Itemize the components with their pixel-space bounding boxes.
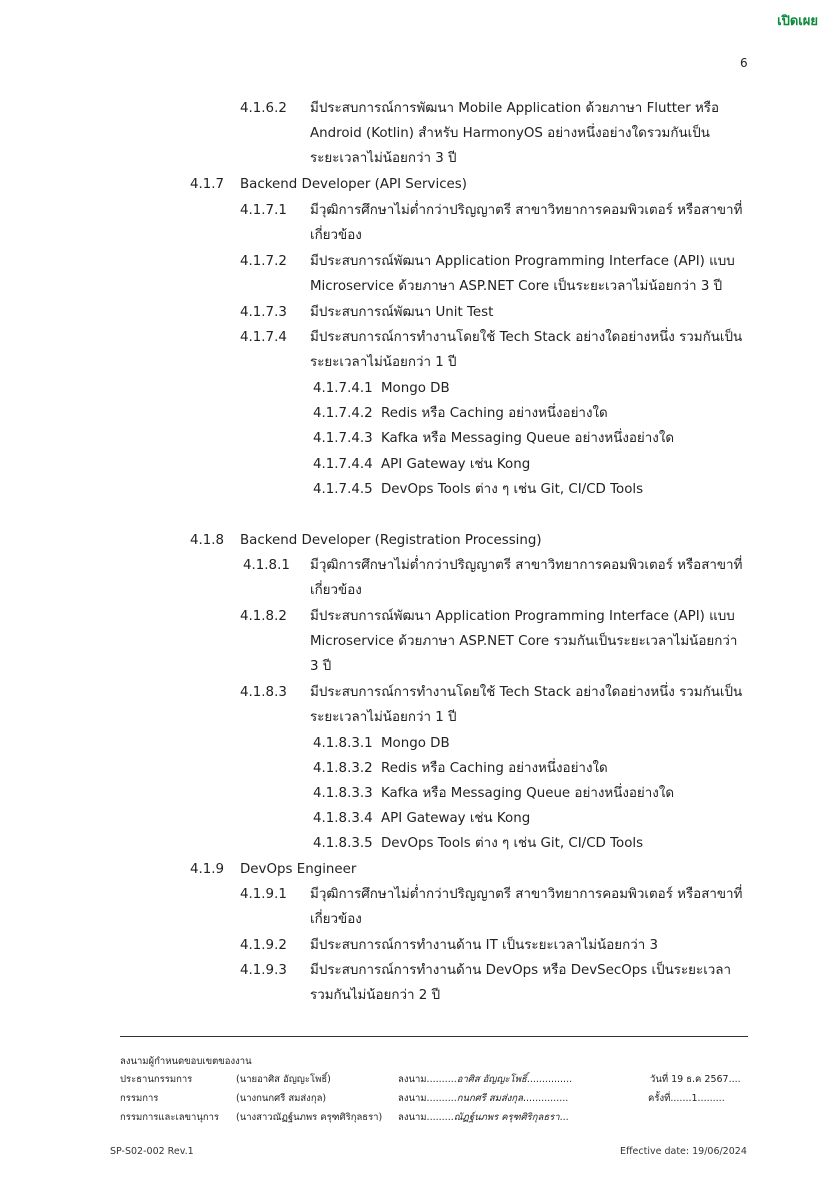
section-number: 4.1.8 xyxy=(190,533,225,548)
classification-label: เปิดเผย xyxy=(777,14,818,29)
item-number: 4.1.9.3 xyxy=(240,963,287,978)
item-text: มีประสบการณ์พัฒนา Unit Test xyxy=(310,305,494,320)
subitem-number: 4.1.8.3.3 xyxy=(313,786,373,801)
item-text: ระยะเวลาไม่น้อยกว่า 1 ปี xyxy=(310,355,457,370)
item-text: มีวุฒิการศึกษาไม่ต่ำกว่าปริญญาตรี สาขาวิทยาการคอมพิวเตอร์ หรือสาขาที่ xyxy=(310,887,743,902)
item-text: มีประสบการณ์การพัฒนา Mobile Application ด้วยภาษา Flutter หรือ xyxy=(310,101,720,116)
item-number: 4.1.7.3 xyxy=(240,305,287,320)
item-text: รวมกันไม่น้อยกว่า 2 ปี xyxy=(310,988,441,1003)
subitem-text: Mongo DB xyxy=(381,736,450,751)
item-text: Android (Kotlin) สำหรับ HarmonyOS อย่างหนึ่งอย่างใดรวมกันเป็น xyxy=(310,126,710,141)
section-title: DevOps Engineer xyxy=(240,862,357,877)
subitem-text: Redis หรือ Caching อย่างหนึ่งอย่างใด xyxy=(381,406,608,421)
item-text: Microservice ด้วยภาษา ASP.NET Core เป็นระยะเวลาไม่น้อยกว่า 3 ปี xyxy=(310,279,723,294)
subitem-number: 4.1.7.4.3 xyxy=(313,431,373,446)
signer-signature: ลงนาม..........อาศิส อัญญะโพธิ์............... xyxy=(398,1074,573,1085)
item-text: มีประสบการณ์การทำงานโดยใช้ Tech Stack อย่างใดอย่างหนึ่ง รวมกันเป็น xyxy=(310,685,743,700)
subitem-text: Kafka หรือ Messaging Queue อย่างหนึ่งอย่างใด xyxy=(381,786,675,801)
subitem-number: 4.1.7.4.2 xyxy=(313,406,373,421)
item-text: เกี่ยวข้อง xyxy=(310,583,362,598)
item-text: มีประสบการณ์พัฒนา Application Programming Interface (API) แบบ xyxy=(310,254,735,269)
signer-role: กรรมการและเลขานุการ xyxy=(120,1112,220,1123)
footer-divider xyxy=(120,1036,748,1037)
subitem-number: 4.1.8.3.2 xyxy=(313,761,373,776)
subitem-number: 4.1.7.4.5 xyxy=(313,482,373,497)
subitem-text: DevOps Tools ต่าง ๆ เช่น Git, CI/CD Tools xyxy=(381,836,644,851)
item-number: 4.1.9.2 xyxy=(240,938,287,953)
item-text: ระยะเวลาไม่น้อยกว่า 1 ปี xyxy=(310,710,457,725)
signature-heading: ลงนามผู้กำหนดขอบเขตของงาน xyxy=(120,1056,252,1067)
item-text: มีประสบการณ์การทำงานด้าน IT เป็นระยะเวลาไม่น้อยกว่า 3 xyxy=(310,938,659,953)
item-number: 4.1.8.3 xyxy=(240,685,287,700)
item-text: เกี่ยวข้อง xyxy=(310,228,362,243)
item-number: 4.1.7.2 xyxy=(240,254,287,269)
subitem-text: Redis หรือ Caching อย่างหนึ่งอย่างใด xyxy=(381,761,608,776)
signer-name: (นางสาวณัฏฐ์นภพร ครุฑศิริกุลธรา) xyxy=(236,1112,383,1123)
subitem-text: API Gateway เช่น Kong xyxy=(381,457,531,472)
item-text: มีประสบการณ์การทำงานโดยใช้ Tech Stack อย่างใดอย่างหนึ่ง รวมกันเป็น xyxy=(310,330,743,345)
item-text: มีวุฒิการศึกษาไม่ต่ำกว่าปริญญาตรี สาขาวิทยาการคอมพิวเตอร์ หรือสาขาที่ xyxy=(310,558,743,573)
item-number: 4.1.9.1 xyxy=(240,887,287,902)
item-number: 4.1.7.4 xyxy=(240,330,287,345)
effective-date: Effective date: 19/06/2024 xyxy=(620,1146,747,1157)
section-number: 4.1.9 xyxy=(190,862,225,877)
section-title: Backend Developer (Registration Processing) xyxy=(240,533,542,548)
subitem-number: 4.1.8.3.1 xyxy=(313,736,373,751)
subitem-number: 4.1.8.3.4 xyxy=(313,811,373,826)
signer-name: (นางกนกศรี สมส่งกุล) xyxy=(236,1093,327,1104)
signature-date: วันที่ 19 ธ.ค 2567.... xyxy=(650,1074,741,1085)
subitem-number: 4.1.7.4.4 xyxy=(313,457,373,472)
signer-signature: ลงนาม.........ณัฏฐ์นภพร ครุฑศิริกุลธรา... xyxy=(398,1112,569,1123)
page-number: 6 xyxy=(740,56,748,70)
signer-signature: ลงนาม..........กนกศรี สมส่งกุล............... xyxy=(398,1093,569,1104)
document-code: SP-S02-002 Rev.1 xyxy=(110,1146,194,1157)
subitem-number: 4.1.7.4.1 xyxy=(313,381,373,396)
item-number: 4.1.8.1 xyxy=(243,558,290,573)
subitem-text: DevOps Tools ต่าง ๆ เช่น Git, CI/CD Tools xyxy=(381,482,644,497)
subitem-text: Kafka หรือ Messaging Queue อย่างหนึ่งอย่างใด xyxy=(381,431,675,446)
revision-count: ครั้งที่.......1......... xyxy=(648,1093,725,1104)
section-number: 4.1.7 xyxy=(190,177,225,192)
item-number: 4.1.6.2 xyxy=(240,101,287,116)
section-title: Backend Developer (API Services) xyxy=(240,177,467,192)
item-number: 4.1.7.1 xyxy=(240,203,287,218)
item-text: Microservice ด้วยภาษา ASP.NET Core รวมกันเป็นระยะเวลาไม่น้อยกว่า xyxy=(310,634,738,649)
signer-name: (นายอาศิส อัญญะโพธิ์) xyxy=(236,1074,331,1085)
item-number: 4.1.8.2 xyxy=(240,609,287,624)
subitem-number: 4.1.8.3.5 xyxy=(313,836,373,851)
subitem-text: Mongo DB xyxy=(381,381,450,396)
item-text: เกี่ยวข้อง xyxy=(310,912,362,927)
signer-role: ประธานกรรมการ xyxy=(120,1074,193,1085)
item-text: ระยะเวลาไม่น้อยกว่า 3 ปี xyxy=(310,151,457,166)
item-text: มีวุฒิการศึกษาไม่ต่ำกว่าปริญญาตรี สาขาวิทยาการคอมพิวเตอร์ หรือสาขาที่ xyxy=(310,203,743,218)
item-text: 3 ปี xyxy=(310,659,332,674)
item-text: มีประสบการณ์การทำงานด้าน DevOps หรือ DevSecOps เป็นระยะเวลา xyxy=(310,963,732,978)
signer-role: กรรมการ xyxy=(120,1093,159,1104)
item-text: มีประสบการณ์พัฒนา Application Programming Interface (API) แบบ xyxy=(310,609,735,624)
subitem-text: API Gateway เช่น Kong xyxy=(381,811,531,826)
